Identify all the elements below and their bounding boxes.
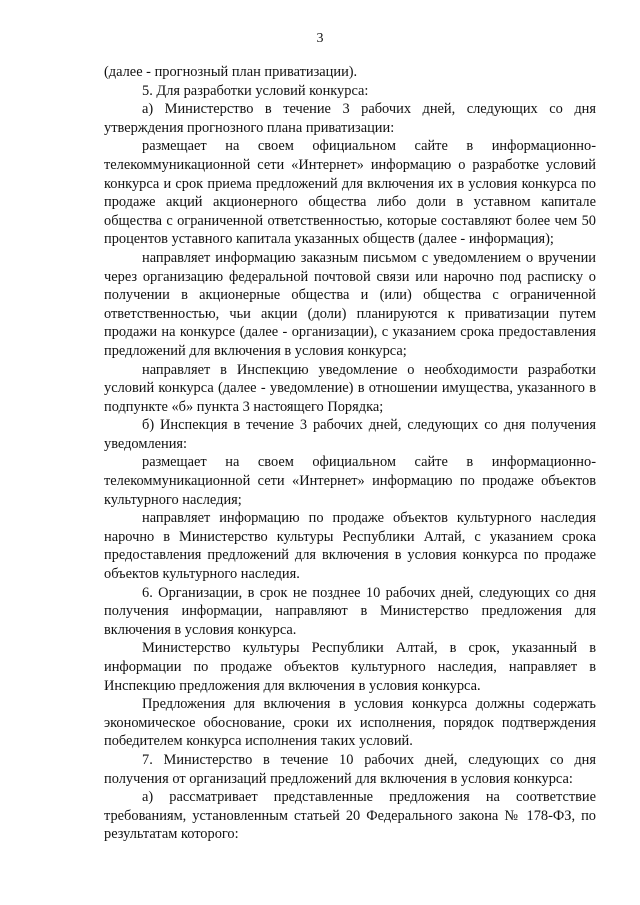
- paragraph-proposal-content: Предложения для включения в условия конкурса должны содержать экономическое обоснование, сроки их исполнения, порядок подтверждения победителем конкурса исполнения таких условий.: [104, 696, 596, 750]
- paragraph-item-7: 7. Министерство в течение 10 рабочих дней, следующих со дня получения от организаций предложений для включения в условия конкурса:: [104, 751, 596, 787]
- paragraph-notify-inspection: направляет в Инспекцию уведомление о необходимости разработки условий конкурса (далее - уведомление) в отношении имущества, указанного в подпункте «б» пункта 3 настоящего Порядка;: [104, 361, 596, 415]
- paragraph-item-5: 5. Для разработки условий конкурса:: [142, 82, 369, 99]
- paragraph-publish-heritage: размещает на своем официальном сайте в информационно-телекоммуникационной сети «Интернет» информацию по продаже объектов культурного наследия;: [104, 454, 596, 508]
- paragraph-send-letter: направляет информацию заказным письмом с уведомлением о вручении через организацию федеральной почтовой связи или нарочно под расписку о получении в акционерные общества и (или) общества с ограниченной ответственностью, чьи акции (доли) планируются к приватизации путем продажи на конкурсе (далее - организации), с указанием срока предоставления предложений для включения в условия конкурса;: [104, 249, 596, 359]
- paragraph-ministry-culture: Министерство культуры Республики Алтай, в срок, указанный в информации по продаже объектов культурного наследия, направляет в Инспекцию предложения для включения в условия конкурса.: [104, 640, 596, 694]
- paragraph-plan-reference: (далее - прогнозный план приватизации).: [104, 64, 358, 80]
- paragraph-publish-info: размещает на своем официальном сайте в информационно-телекоммуникационной сети «Интернет» информацию о разработке условий конкурса и срок приема предложений для включения их в условия конкурса по продаже акций акционерного общества либо доли в уставном капитале общества с ограниченной ответственностью, которые составляют более чем 50 процентов уставного капитала указанных обществ (далее - информация);: [104, 138, 596, 248]
- paragraph-item-6: 6. Организации, в срок не позднее 10 рабочих дней, следующих со дня получения информации, направляют в Министерство предложения для включения в условия конкурса.: [104, 584, 596, 638]
- paragraph-item-5a: а) Министерство в течение 3 рабочих дней, следующих со дня утверждения прогнозного плана приватизации:: [104, 101, 596, 136]
- document-body: [104, 63, 596, 844]
- paragraph-send-heritage: направляет информацию по продаже объектов культурного наследия нарочно в Министерство культуры Республики Алтай, с указанием срока предоставления предложений для включения в условия конкурса по продаже объектов культурного наследия.: [104, 510, 596, 583]
- paragraph-item-7a: а) рассматривает представленные предложения на соответствие требованиям, установленным статьей 20 Федерального закона № 178-ФЗ, по результатам которого:: [104, 789, 596, 843]
- page-number: 3: [316, 31, 324, 46]
- paragraph-item-5b: б) Инспекция в течение 3 рабочих дней, следующих со дня получения уведомления:: [104, 417, 596, 452]
